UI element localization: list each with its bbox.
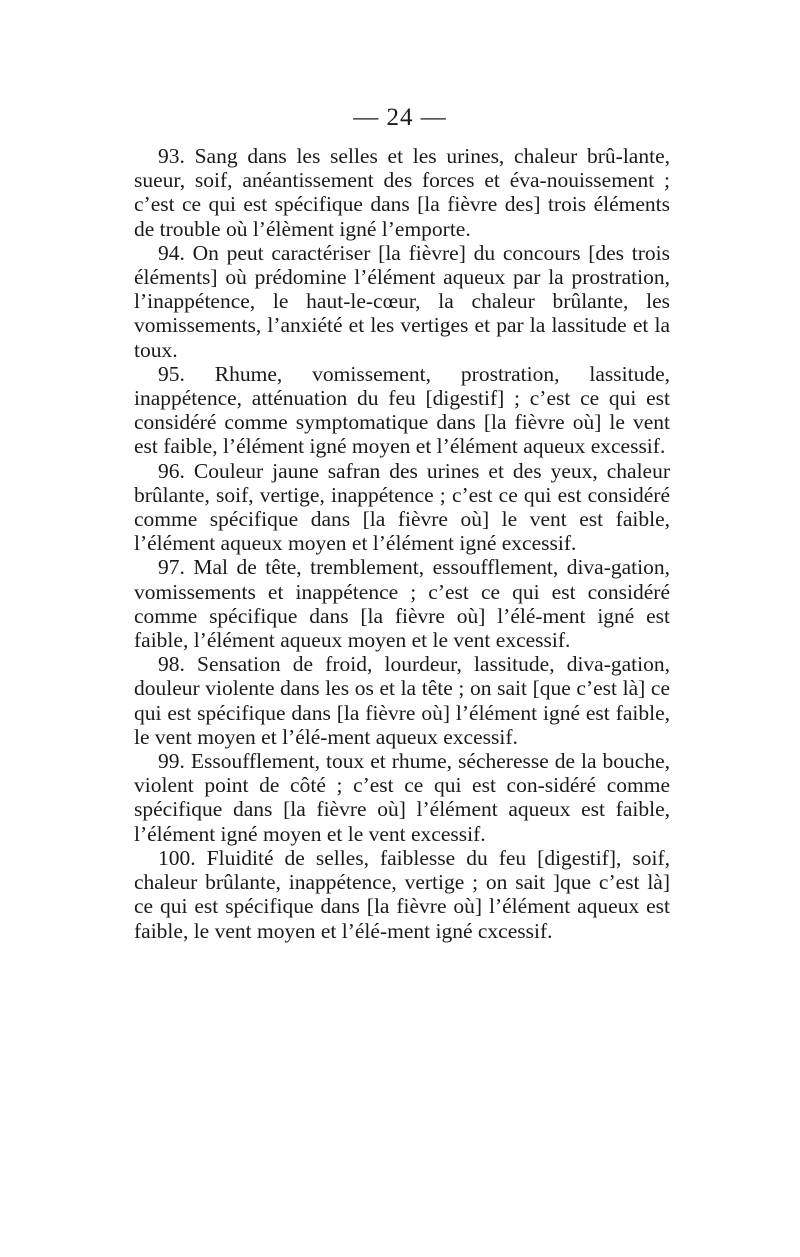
paragraph-94: 94. On peut caractériser [la fièvre] du concours [des trois éléments] où prédomine l’élément aqueux par la prostration, l’inappétence, le haut-le-cœur, la chaleur brûlante, les vomissements, l’anxiété et les vertiges et par la lassitude et la toux. [134,240,670,362]
paragraph-98: 98. Sensation de froid, lourdeur, lassitude, diva-gation, douleur violente dans les os et la tête ; on sait [que c’est là] ce qui est spécifique dans [la fièvre où] l’élément igné est faible, le vent moyen et l’élé-ment aqueux excessif. [134,652,670,749]
paragraph-99: 99. Essoufflement, toux et rhume, sécheresse de la bouche, violent point de côté ; c’est ce qui est con-sidéré comme spécifique dans [la fièvre où] l’élément aqueux est faible, l’élément igné moyen et le vent excessif. [134,749,670,846]
body-text [134,144,670,943]
paragraph-96: 96. Couleur jaune safran des urines et des yeux, chaleur brûlante, soif, vertige, inappétence ; c’est ce qui est considéré comme spécifique dans [la fièvre où] le vent est faible, l’élément aqueux moyen et l’élément igné excessif. [134,458,670,556]
paragraph-97: 97. Mal de tête, tremblement, essoufflement, diva-gation, vomissements et inappétence ; c’est ce qui est considéré comme spécifique dans [la fièvre où] l’élé-ment igné est faible, l’élément aqueux moyen et le vent excessif. [134,555,670,653]
page-number: — 24 — [353,104,447,131]
paragraph-93: 93. Sang dans les selles et les urines, chaleur brû-lante, sueur, soif, anéantissement des forces et éva-nouissement ; c’est ce qui est spécifique dans [la fièvre des] trois éléments de trouble où l’élèment igné l’emporte. [134,144,670,241]
paragraph-100: 100. Fluidité de selles, faiblesse du feu [digestif], soif, chaleur brûlante, inappétence, vertige ; on sait ]que c’est là] ce qui est spécifique dans [la fièvre où] l’élément aqueux est faible, le vent moyen et l’élé-ment igné cxcessif. [134,845,670,943]
paragraph-95: 95. Rhume, vomissement, prostration, lassitude, inappétence, atténuation du feu [digestif] ; c’est ce qui est considéré comme symptomatique dans [la fièvre où] le vent est faible, l’élément igné moyen et l’élément aqueux excessif. [134,361,670,459]
